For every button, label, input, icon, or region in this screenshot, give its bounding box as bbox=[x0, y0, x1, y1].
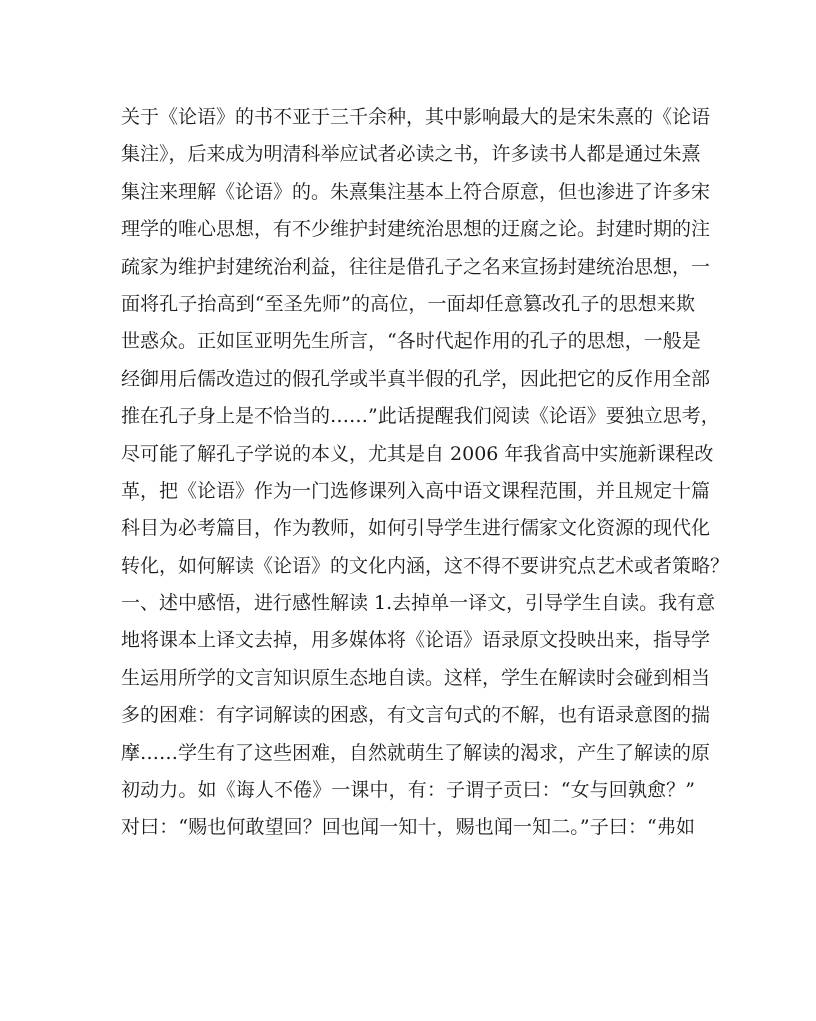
text-line-11: 革，把《论语》作为一门选修课列入高中语文课程范围，并且规定十篇 bbox=[121, 479, 711, 502]
text-line-2: 集注》，后来成为明清科举应试者必读之书，许多读书人都是通过朱熹 bbox=[121, 143, 701, 166]
text-line-9: 推在孔子身上是不恰当的……”此话提醒我们阅读《论语》要独立思考， bbox=[121, 405, 720, 428]
body-text bbox=[121, 99, 730, 847]
text-line-10: 尽可能了解孔子学说的本义，尤其是自 2006 年我省高中实施新课程改 bbox=[121, 442, 714, 465]
text-line-7: 世惑众。正如匡亚明先生所言，“各时代起作用的孔子的思想，一般是 bbox=[121, 330, 701, 353]
text-line-17: 多的困难：有字词解读的困惑，有文言句式的不解，也有语录意图的揣 bbox=[121, 704, 711, 727]
text-line-18: 摩……学生有了这些困难，自然就萌生了解读的渴求，产生了解读的原 bbox=[121, 741, 711, 764]
text-line-8: 经御用后儒改造过的假孔学或半真半假的孔学，因此把它的反作用全部 bbox=[121, 367, 711, 390]
text-line-15: 地将课本上译文去掉，用多媒体将《论语》语录原文投映出来，指导学 bbox=[121, 629, 711, 652]
text-line-12: 科目为必考篇目，作为教师，如何引导学生进行儒家文化资源的现代化 bbox=[121, 517, 711, 540]
text-line-16: 生运用所学的文言知识原生态地自读。这样，学生在解读时会碰到相当 bbox=[121, 666, 711, 689]
text-line-3: 集注来理解《论语》的。朱熹集注基本上符合原意，但也渗进了许多宋 bbox=[121, 180, 711, 203]
text-line-1: 关于《论语》的书不亚于三千余种，其中影响最大的是宋朱熹的《论语 bbox=[121, 106, 711, 128]
text-line-14: 一、述中感悟，进行感性解读 1.去掉单一译文，引导学生自读。我有意 bbox=[121, 592, 716, 615]
text-line-13: 转化，如何解读《论语》的文化内涵，这不得不要讲究点艺术或者策略？ bbox=[121, 554, 730, 577]
text-line-5: 疏家为维护封建统治利益，往往是借孔子之名来宣扬封建统治思想，一 bbox=[121, 255, 711, 278]
text-line-20: 对曰：“赐也何敢望回？回也闻一知十，赐也闻一知二。”子曰：“弗如 bbox=[121, 816, 695, 839]
text-line-19: 初动力。如《诲人不倦》一课中，有：子谓子贡曰：“女与回孰愈？” bbox=[121, 779, 695, 802]
text-line-4: 理学的唯心思想，有不少维护封建统治思想的迂腐之论。封建时期的注 bbox=[121, 218, 711, 241]
text-line-6: 面将孔子抬高到“至圣先师”的高位，一面却任意篡改孔子的思想来欺 bbox=[121, 292, 695, 315]
